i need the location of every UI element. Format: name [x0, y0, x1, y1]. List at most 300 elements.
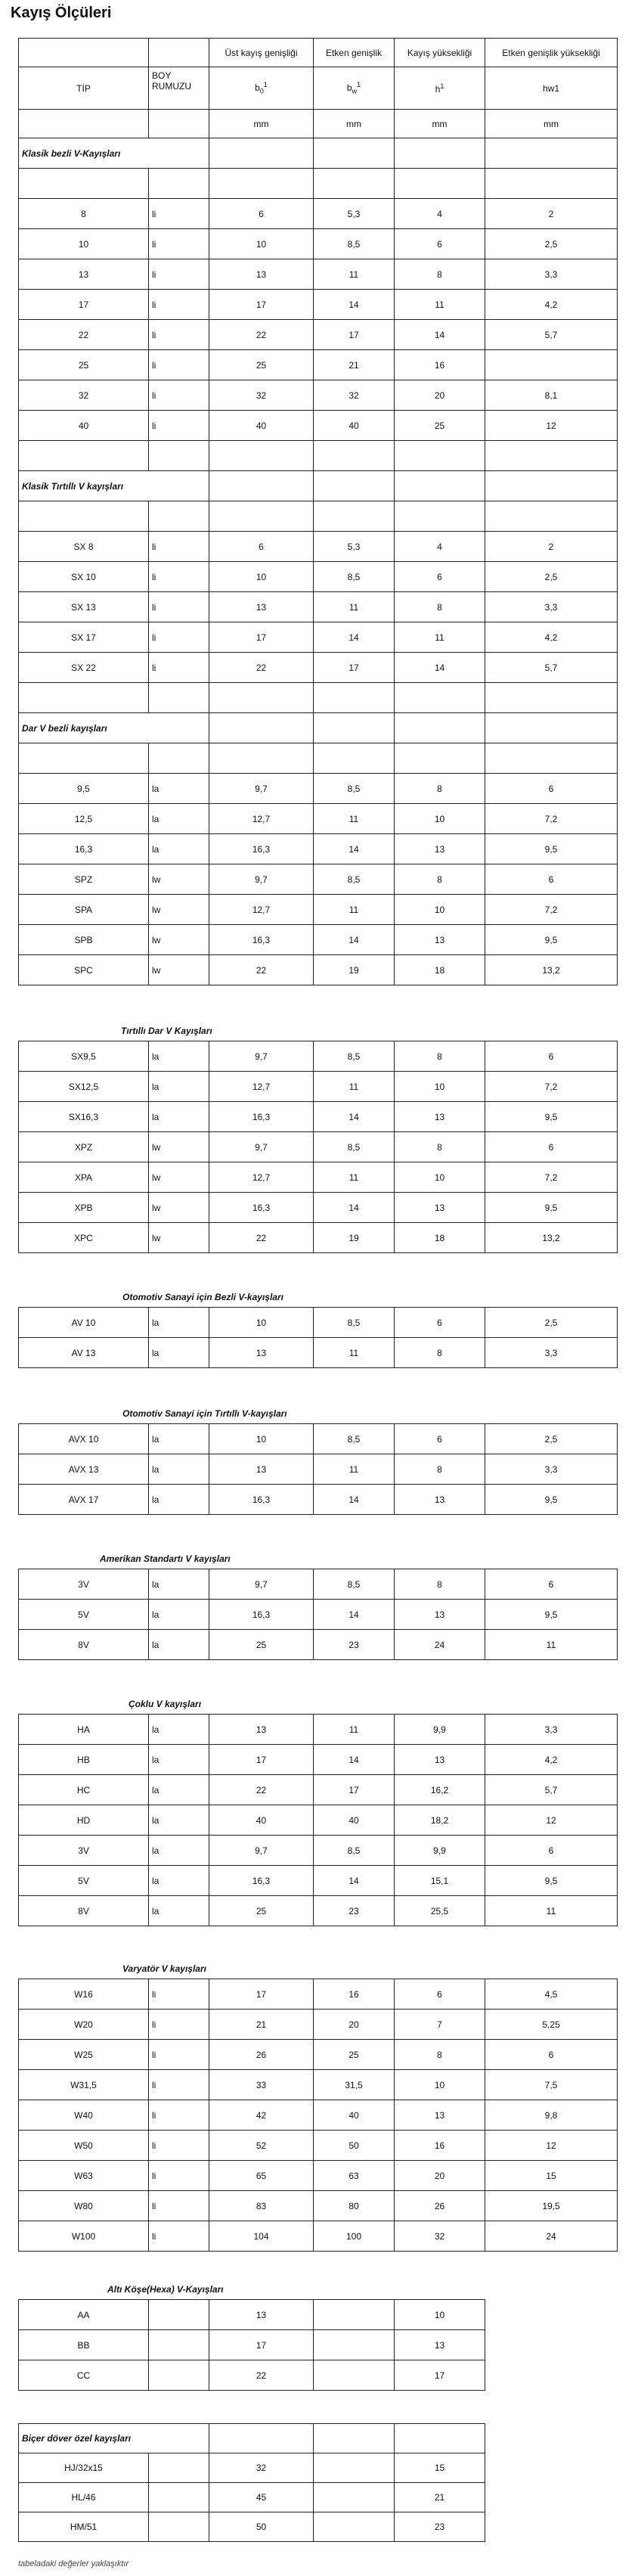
profile-code-cell: li — [149, 290, 209, 320]
profile-code-cell: la — [149, 1715, 209, 1745]
table-row — [19, 2161, 618, 2191]
table-row — [19, 2010, 618, 2040]
profile-code-cell: lw — [149, 1193, 209, 1223]
table-row — [19, 1836, 618, 1866]
empty-cell — [19, 169, 149, 199]
empty-cell — [314, 713, 395, 743]
value-cell: 50 — [209, 2512, 314, 2542]
value-cell: 8,5 — [314, 864, 395, 895]
value-cell: 16 — [395, 350, 485, 380]
value-cell: 6 — [395, 1979, 485, 2010]
value-cell: 13 — [395, 1193, 485, 1223]
value-cell: 15 — [485, 2161, 618, 2191]
hexagonal-table — [18, 2299, 485, 2391]
value-cell: 13 — [395, 1102, 485, 1132]
value-cell: 16,3 — [209, 1193, 314, 1223]
profile-code-cell: lw — [149, 895, 209, 925]
value-cell: 8,5 — [314, 1132, 395, 1162]
table-row — [19, 1338, 618, 1368]
value-cell: 11 — [395, 290, 485, 320]
profile-code-cell: la — [149, 804, 209, 834]
value-cell: 5,7 — [485, 1775, 618, 1805]
empty-cell — [209, 683, 314, 713]
value-cell: 22 — [209, 955, 314, 985]
profile-code-cell — [149, 2483, 209, 2512]
value-cell: 9,9 — [395, 1715, 485, 1745]
value-cell — [314, 2453, 395, 2483]
value-cell: 10 — [209, 1308, 314, 1338]
empty-cell — [209, 501, 314, 532]
value-cell: 13 — [209, 1454, 314, 1485]
value-cell: 2,5 — [485, 229, 618, 259]
profile-code-cell — [149, 2453, 209, 2483]
banded-v-table — [18, 1714, 618, 1926]
profile-code-cell: la — [149, 1745, 209, 1775]
value-cell: 6 — [395, 1424, 485, 1454]
empty-cell — [19, 683, 149, 713]
profile-code-cell: la — [149, 834, 209, 864]
empty-cell — [485, 743, 618, 774]
table-row — [19, 1866, 618, 1896]
spacer-row — [19, 169, 618, 199]
table-row — [19, 592, 618, 622]
profile-code-cell: lw — [149, 925, 209, 955]
value-cell: 13 — [209, 1715, 314, 1745]
page-title: Kayış Ölçüleri — [11, 5, 112, 21]
value-cell: 8,5 — [314, 774, 395, 804]
value-cell: 10 — [209, 229, 314, 259]
empty-cell — [314, 138, 395, 169]
type-cell: 13 — [19, 259, 149, 290]
empty-cell — [395, 713, 485, 743]
empty-cell — [314, 169, 395, 199]
value-cell: 40 — [314, 1805, 395, 1836]
table-row — [19, 320, 618, 350]
type-cell: SX12,5 — [19, 1072, 149, 1102]
section-row — [19, 471, 618, 501]
value-cell: 21 — [395, 2483, 485, 2512]
section-title: Dar V bezli kayışları — [19, 713, 209, 743]
value-cell: 63 — [314, 2161, 395, 2191]
type-cell: W25 — [19, 2040, 149, 2070]
value-cell: 8,5 — [314, 1041, 395, 1072]
value-cell: 3,3 — [485, 1715, 618, 1745]
type-cell: W31,5 — [19, 2070, 149, 2100]
symbol-height: $h^1$ — [395, 67, 485, 110]
value-cell: 17 — [209, 1979, 314, 2010]
value-cell: 32 — [314, 380, 395, 411]
profile-code-cell: la — [149, 1630, 209, 1660]
value-cell: 14 — [314, 290, 395, 320]
profile-code-cell: li — [149, 320, 209, 350]
type-cell: 8V — [19, 1630, 149, 1660]
empty-cell — [209, 471, 314, 501]
value-cell: 9,8 — [485, 2100, 618, 2131]
profile-code-cell: lw — [149, 864, 209, 895]
value-cell: 9,5 — [485, 1485, 618, 1515]
value-cell: 25,5 — [395, 1896, 485, 1926]
empty-cell — [395, 683, 485, 713]
type-cell: HJ/32x15 — [19, 2453, 149, 2483]
type-cell: CC — [19, 2360, 149, 2391]
value-cell: 23 — [395, 2512, 485, 2542]
value-cell: 18 — [395, 1223, 485, 1253]
value-cell: 22 — [209, 653, 314, 683]
value-cell: 11 — [314, 1162, 395, 1193]
table-row — [19, 1424, 618, 1454]
profile-code-cell: li — [149, 2040, 209, 2070]
table-row — [19, 2300, 485, 2330]
profile-code-cell: la — [149, 1866, 209, 1896]
profile-code-cell: lw — [149, 1132, 209, 1162]
value-cell: 21 — [314, 350, 395, 380]
value-cell: 23 — [314, 1630, 395, 1660]
table-row — [19, 380, 618, 411]
table-row — [19, 2360, 485, 2391]
table-row — [19, 1041, 618, 1072]
empty-cell — [19, 441, 149, 471]
type-cell: HD — [19, 1805, 149, 1836]
value-cell: 12,7 — [209, 895, 314, 925]
value-cell: 3,3 — [485, 1454, 618, 1485]
type-cell: AV 10 — [19, 1308, 149, 1338]
footnote: tabeladaki değerler yaklaşıktır — [18, 2559, 129, 2568]
type-cell: SX 22 — [19, 653, 149, 683]
value-cell: 6 — [209, 199, 314, 229]
profile-code-cell: la — [149, 1454, 209, 1485]
value-cell: 22 — [209, 320, 314, 350]
type-cell: 22 — [19, 320, 149, 350]
empty-cell — [485, 713, 618, 743]
table-row — [19, 1485, 618, 1515]
value-cell: 16 — [314, 1979, 395, 2010]
empty-cell — [19, 743, 149, 774]
value-cell: 22 — [209, 1775, 314, 1805]
empty-cell — [314, 743, 395, 774]
value-cell: 11 — [314, 1454, 395, 1485]
value-cell: 18,2 — [395, 1805, 485, 1836]
empty-cell — [395, 441, 485, 471]
value-cell: 6 — [485, 1132, 618, 1162]
type-cell: AV 13 — [19, 1338, 149, 1368]
spacer-row — [19, 501, 618, 532]
value-cell: 80 — [314, 2191, 395, 2221]
value-cell: 4,2 — [485, 290, 618, 320]
type-cell: SX 10 — [19, 562, 149, 592]
value-cell: 25 — [395, 411, 485, 441]
type-cell: 3V — [19, 1569, 149, 1600]
value-cell: 8 — [395, 1041, 485, 1072]
table-row — [19, 411, 618, 441]
value-cell: 25 — [209, 1896, 314, 1926]
table-row — [19, 864, 618, 895]
value-cell: 2,5 — [485, 1424, 618, 1454]
symbol-top-width: $b_0^1$ — [209, 67, 314, 110]
empty-cell — [209, 743, 314, 774]
empty-cell — [395, 743, 485, 774]
table-row — [19, 1896, 618, 1926]
table-row — [19, 2040, 618, 2070]
table-row — [19, 895, 618, 925]
profile-code-cell — [149, 2512, 209, 2542]
table-row — [19, 1454, 618, 1485]
value-cell — [314, 2512, 395, 2542]
type-cell: HC — [19, 1775, 149, 1805]
value-cell: 40 — [209, 1805, 314, 1836]
table-row — [19, 2191, 618, 2221]
empty-cell — [149, 683, 209, 713]
value-cell: 6 — [395, 1308, 485, 1338]
value-cell: 9,7 — [209, 1041, 314, 1072]
section-title: Otomotiv Sanayi için Bezli V-kayışları — [122, 1292, 283, 1302]
empty-cell — [314, 683, 395, 713]
profile-code-cell: li — [149, 2070, 209, 2100]
value-cell: 14 — [314, 1745, 395, 1775]
profile-code-cell: li — [149, 199, 209, 229]
value-cell: 11 — [485, 1896, 618, 1926]
value-cell: 16,3 — [209, 1866, 314, 1896]
unit-label: mm — [209, 110, 314, 138]
value-cell: 4,2 — [485, 622, 618, 653]
header-top-width: Üst kayış genişliği — [209, 39, 314, 67]
table-row — [19, 2100, 618, 2131]
profile-code-cell: li — [149, 1979, 209, 2010]
value-cell: 7 — [395, 2010, 485, 2040]
value-cell: 6 — [485, 864, 618, 895]
unit-label: mm — [395, 110, 485, 138]
profile-code-cell: li — [149, 653, 209, 683]
type-cell: HA — [19, 1715, 149, 1745]
value-cell: 8,5 — [314, 1308, 395, 1338]
empty-cell — [209, 713, 314, 743]
symbol-effective-height: hw1 — [485, 67, 618, 110]
type-cell: HM/51 — [19, 2512, 149, 2542]
header-type: TİP — [19, 67, 149, 110]
value-cell: 11 — [395, 622, 485, 653]
value-cell — [314, 2330, 395, 2360]
value-cell: 11 — [314, 1072, 395, 1102]
variator-table — [18, 1979, 618, 2252]
type-cell: SPA — [19, 895, 149, 925]
type-cell: SX 8 — [19, 532, 149, 562]
value-cell: 16,3 — [209, 925, 314, 955]
symbol-effective-width: $b_w^1$ — [314, 67, 395, 110]
value-cell: 25 — [209, 1630, 314, 1660]
section-row — [19, 713, 618, 743]
value-cell: 12,7 — [209, 804, 314, 834]
value-cell: 16,2 — [395, 1775, 485, 1805]
value-cell: 17 — [209, 622, 314, 653]
header-cell — [19, 39, 149, 67]
value-cell: 5,3 — [314, 199, 395, 229]
table-row — [19, 1102, 618, 1132]
value-cell: 8,5 — [314, 562, 395, 592]
value-cell: 9,5 — [485, 1866, 618, 1896]
profile-code-cell: li — [149, 2100, 209, 2131]
value-cell: 11 — [314, 895, 395, 925]
value-cell — [314, 2360, 395, 2391]
type-cell: XPA — [19, 1162, 149, 1193]
value-cell: 4 — [395, 532, 485, 562]
type-cell: W40 — [19, 2100, 149, 2131]
value-cell: 8 — [395, 864, 485, 895]
value-cell: 83 — [209, 2191, 314, 2221]
value-cell: 14 — [314, 1102, 395, 1132]
value-cell: 9,5 — [485, 834, 618, 864]
value-cell: 22 — [209, 2360, 314, 2391]
profile-code-cell: li — [149, 592, 209, 622]
value-cell: 31,5 — [314, 2070, 395, 2100]
type-cell: W20 — [19, 2010, 149, 2040]
value-cell: 9,5 — [485, 1102, 618, 1132]
section-title: Tırtıllı Dar V Kayışları — [121, 1026, 212, 1036]
value-cell: 32 — [209, 2453, 314, 2483]
value-cell: 14 — [395, 653, 485, 683]
value-cell: 13 — [395, 1600, 485, 1630]
value-cell: 11 — [485, 1630, 618, 1660]
section-title: Altı Köşe(Hexa) V-Kayışları — [107, 2284, 224, 2295]
empty-cell — [395, 471, 485, 501]
type-cell: 5V — [19, 1866, 149, 1896]
profile-code-cell: li — [149, 2010, 209, 2040]
value-cell: 2 — [485, 532, 618, 562]
header-cell — [149, 39, 209, 67]
value-cell: 9,5 — [485, 925, 618, 955]
value-cell: 32 — [395, 2221, 485, 2252]
spacer-row — [19, 683, 618, 713]
type-cell: AVX 10 — [19, 1424, 149, 1454]
value-cell: 3,3 — [485, 1338, 618, 1368]
value-cell: 2,5 — [485, 562, 618, 592]
value-cell: 16,3 — [209, 834, 314, 864]
value-cell: 10 — [395, 2070, 485, 2100]
table-row — [19, 774, 618, 804]
value-cell: 15,1 — [395, 1866, 485, 1896]
value-cell: 5,25 — [485, 2010, 618, 2040]
profile-code-cell — [149, 2330, 209, 2360]
value-cell: 14 — [314, 925, 395, 955]
value-cell: 13 — [395, 834, 485, 864]
value-cell: 6 — [485, 1569, 618, 1600]
type-cell: HL/46 — [19, 2483, 149, 2512]
type-cell: AVX 13 — [19, 1454, 149, 1485]
empty-cell — [19, 501, 149, 532]
type-cell: 8V — [19, 1896, 149, 1926]
profile-code-cell: la — [149, 1072, 209, 1102]
type-cell: HB — [19, 1745, 149, 1775]
profile-code-cell: li — [149, 259, 209, 290]
value-cell: 26 — [395, 2191, 485, 2221]
value-cell: 9,9 — [395, 1836, 485, 1866]
value-cell: 13 — [209, 1338, 314, 1368]
value-cell: 5,3 — [314, 532, 395, 562]
value-cell: 25 — [209, 350, 314, 380]
table-row — [19, 532, 618, 562]
value-cell: 8,5 — [314, 1569, 395, 1600]
type-cell: SX 13 — [19, 592, 149, 622]
unit-label: mm — [485, 110, 618, 138]
value-cell: 3,3 — [485, 259, 618, 290]
empty-cell — [485, 501, 618, 532]
value-cell: 10 — [395, 1162, 485, 1193]
header-cell — [149, 110, 209, 138]
unit-label: mm — [314, 110, 395, 138]
profile-code-cell: la — [149, 1775, 209, 1805]
value-cell: 14 — [314, 622, 395, 653]
type-cell: 5V — [19, 1600, 149, 1630]
value-cell: 7,2 — [485, 1072, 618, 1102]
table-row — [19, 1775, 618, 1805]
value-cell: 13 — [395, 2100, 485, 2131]
value-cell: 45 — [209, 2483, 314, 2512]
value-cell: 15 — [395, 2453, 485, 2483]
value-cell: 9,5 — [485, 1193, 618, 1223]
value-cell — [314, 2483, 395, 2512]
value-cell: 19,5 — [485, 2191, 618, 2221]
header-effective-width: Etken genişlik — [314, 39, 395, 67]
type-cell: W50 — [19, 2131, 149, 2161]
type-cell: SPB — [19, 925, 149, 955]
spacer-row — [19, 441, 618, 471]
profile-code-cell: lw — [149, 1162, 209, 1193]
type-cell: 25 — [19, 350, 149, 380]
empty-cell — [395, 138, 485, 169]
profile-code-cell: li — [149, 532, 209, 562]
value-cell: 13 — [395, 1745, 485, 1775]
value-cell: 5,7 — [485, 320, 618, 350]
value-cell: 16,3 — [209, 1600, 314, 1630]
auto-wrapped-table — [18, 1307, 618, 1368]
profile-code-cell: la — [149, 1836, 209, 1866]
type-cell: 32 — [19, 380, 149, 411]
value-cell: 65 — [209, 2161, 314, 2191]
profile-code-cell: li — [149, 229, 209, 259]
type-cell: 10 — [19, 229, 149, 259]
value-cell: 14 — [395, 320, 485, 350]
table-row — [19, 1162, 618, 1193]
value-cell: 4,2 — [485, 1745, 618, 1775]
profile-code-cell: li — [149, 350, 209, 380]
value-cell: 17 — [209, 290, 314, 320]
value-cell: 10 — [395, 895, 485, 925]
value-cell: 3,3 — [485, 592, 618, 622]
profile-code-cell: la — [149, 1805, 209, 1836]
value-cell: 2 — [485, 199, 618, 229]
type-cell: 17 — [19, 290, 149, 320]
table-row — [19, 1805, 618, 1836]
value-cell: 6 — [209, 532, 314, 562]
table-row — [19, 1745, 618, 1775]
empty-cell — [314, 441, 395, 471]
value-cell: 11 — [314, 259, 395, 290]
table-row — [19, 1569, 618, 1600]
type-cell: XPZ — [19, 1132, 149, 1162]
section-title: Çoklu V kayışları — [129, 1699, 202, 1709]
value-cell: 8 — [395, 1569, 485, 1600]
value-cell: 12,7 — [209, 1072, 314, 1102]
value-cell: 13 — [209, 592, 314, 622]
profile-code-cell: la — [149, 1600, 209, 1630]
profile-code-cell: la — [149, 1102, 209, 1132]
profile-code-cell: li — [149, 562, 209, 592]
header-effective-height: Etken genişlik yüksekliği — [485, 39, 618, 67]
table-row — [19, 622, 618, 653]
value-cell: 14 — [314, 1600, 395, 1630]
type-cell: XPC — [19, 1223, 149, 1253]
value-cell: 23 — [314, 1896, 395, 1926]
value-cell: 7,2 — [485, 895, 618, 925]
value-cell: 8 — [395, 774, 485, 804]
